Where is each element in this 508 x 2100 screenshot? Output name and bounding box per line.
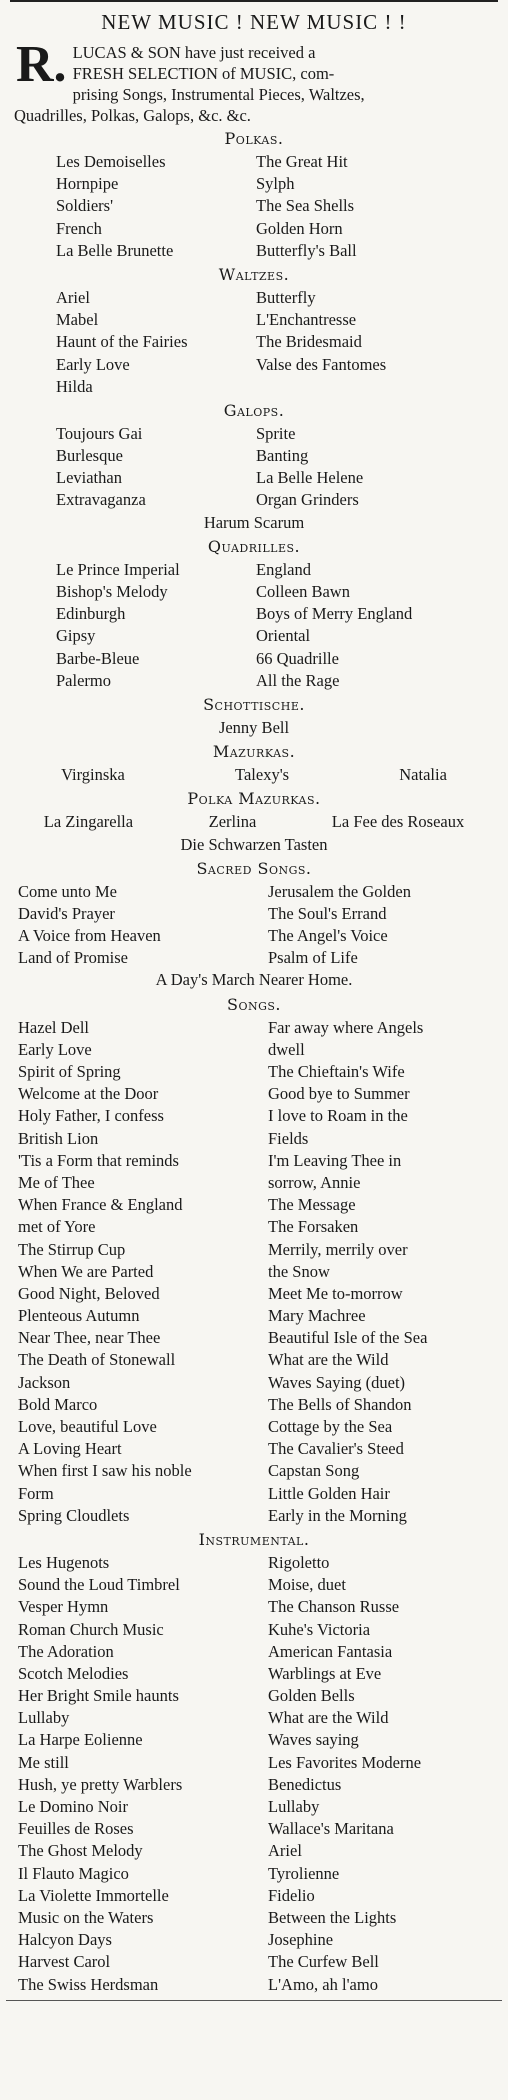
section-title: Schottische. bbox=[203, 694, 305, 714]
list-item: Me still bbox=[18, 1752, 69, 1772]
waltzes-list bbox=[6, 287, 502, 398]
list-row bbox=[6, 581, 502, 603]
list-row bbox=[6, 1929, 502, 1951]
list-item: Welcome at the Door bbox=[18, 1084, 159, 1104]
intro-line: prising Songs, Instrumental Pieces, Waltzes, bbox=[72, 85, 365, 104]
list-item: A Loving Heart bbox=[18, 1439, 122, 1459]
list-row bbox=[6, 1283, 502, 1305]
centered-item: Harum Scarum bbox=[203, 512, 305, 532]
list-item: When first I saw his noble bbox=[18, 1461, 192, 1481]
list-row bbox=[6, 1460, 502, 1482]
list-item: When France & England bbox=[18, 1195, 183, 1215]
list-item: Near Thee, near Thee bbox=[18, 1328, 161, 1348]
list-item: Palermo bbox=[56, 670, 111, 690]
list-item: Oriental bbox=[256, 626, 311, 646]
list-item: I'm Leaving Thee in bbox=[268, 1150, 402, 1170]
list-item: The Chanson Russe bbox=[268, 1597, 400, 1617]
list-row bbox=[6, 218, 502, 240]
list-item: sorrow, Annie bbox=[268, 1172, 361, 1192]
list-item: Form bbox=[18, 1483, 54, 1503]
polka_mazurkas-row bbox=[6, 811, 502, 833]
list-item: Holy Father, I confess bbox=[18, 1106, 164, 1126]
list-item: The Sea Shells bbox=[256, 196, 355, 216]
songs-list bbox=[6, 1017, 502, 1527]
list-item: Scotch Melodies bbox=[18, 1663, 129, 1683]
list-row bbox=[6, 1796, 502, 1818]
list-item: Love, beautiful Love bbox=[18, 1417, 157, 1436]
list-item: Il Flauto Magico bbox=[18, 1863, 129, 1883]
list-item: Sylph bbox=[256, 174, 295, 194]
list-item: Psalm of Life bbox=[268, 948, 358, 968]
list-item: Wallace's Maritana bbox=[268, 1819, 394, 1839]
list-row bbox=[6, 1305, 502, 1327]
section-title: Sacred Songs. bbox=[196, 858, 312, 878]
intro-line: Quadrilles, Polkas, Galops, &c. &c. bbox=[14, 106, 251, 125]
list-item: Vesper Hymn bbox=[18, 1597, 109, 1617]
list-item: When We are Parted bbox=[18, 1261, 154, 1281]
list-row bbox=[6, 1552, 502, 1574]
list-item: Spring Cloudlets bbox=[18, 1505, 130, 1525]
list-item: Lullaby bbox=[268, 1797, 320, 1816]
list-item: Roman Church Music bbox=[18, 1619, 164, 1639]
list-item: Far away where Angels bbox=[268, 1017, 424, 1037]
list-item: Ariel bbox=[56, 287, 90, 307]
list-row bbox=[6, 1619, 502, 1641]
list-row bbox=[6, 1017, 502, 1039]
list-item: Les Favorites Moderne bbox=[268, 1752, 422, 1772]
list-row bbox=[6, 925, 502, 947]
list-item: Me of Thee bbox=[18, 1172, 95, 1192]
list-item: Leviathan bbox=[56, 468, 122, 488]
list-row bbox=[6, 1105, 502, 1127]
list-item: Les Demoiselles bbox=[56, 152, 166, 171]
list-item: L'Enchantresse bbox=[256, 310, 357, 330]
list-row bbox=[6, 1416, 502, 1438]
list-item: Banting bbox=[256, 446, 309, 466]
list-item: The Adoration bbox=[18, 1641, 114, 1661]
list-item: American Fantasia bbox=[268, 1641, 393, 1661]
list-item: Moise, duet bbox=[268, 1575, 346, 1595]
list-row bbox=[6, 1505, 502, 1527]
polkas-list bbox=[6, 151, 502, 262]
list-item: La Fee des Roseaux bbox=[331, 812, 465, 832]
list-row bbox=[6, 173, 502, 195]
section-title: Mazurkas. bbox=[212, 742, 296, 762]
list-row bbox=[6, 1574, 502, 1596]
list-item: Josephine bbox=[268, 1930, 334, 1950]
drop-cap: R. bbox=[16, 36, 67, 93]
list-item: Her Bright Smile haunts bbox=[18, 1686, 179, 1706]
list-item: La Violette Immortelle bbox=[18, 1885, 169, 1905]
intro-line: LUCAS & SON have just received a bbox=[72, 43, 316, 62]
list-item: British Lion bbox=[18, 1128, 99, 1148]
list-item: Extravaganza bbox=[56, 490, 146, 510]
list-row bbox=[6, 1394, 502, 1416]
list-item: 66 Quadrille bbox=[256, 648, 339, 668]
list-item: Early in the Morning bbox=[268, 1505, 407, 1525]
list-item: Virginska bbox=[61, 765, 125, 785]
list-item: The Bells of Shandon bbox=[268, 1394, 412, 1414]
list-item: Golden Bells bbox=[268, 1686, 355, 1706]
list-row bbox=[6, 489, 502, 511]
list-item: All the Rage bbox=[256, 670, 340, 690]
list-row bbox=[6, 1685, 502, 1707]
list-item: The Stirrup Cup bbox=[18, 1239, 126, 1259]
list-item: Barbe-Bleue bbox=[56, 648, 140, 668]
list-item: I love to Roam in the bbox=[268, 1106, 408, 1126]
list-item: dwell bbox=[268, 1039, 305, 1059]
list-item: Butterfly's Ball bbox=[256, 240, 357, 260]
top-rule bbox=[10, 0, 498, 2]
list-item: Benedictus bbox=[268, 1774, 342, 1794]
list-item: Mary Machree bbox=[268, 1306, 366, 1326]
list-item: A Voice from Heaven bbox=[18, 926, 161, 946]
list-item: Natalia bbox=[399, 765, 447, 785]
list-row bbox=[6, 423, 502, 445]
list-item: The Angel's Voice bbox=[268, 926, 388, 946]
instrumental-list bbox=[6, 1552, 502, 1996]
list-item: Le Prince Imperial bbox=[56, 559, 180, 579]
list-item: Early Love bbox=[18, 1039, 92, 1059]
list-item: Capstan Song bbox=[268, 1461, 360, 1481]
list-item: Lullaby bbox=[18, 1708, 70, 1728]
list-item: Haunt of the Fairies bbox=[56, 332, 188, 352]
list-row bbox=[6, 1752, 502, 1774]
list-item: La Belle Helene bbox=[256, 468, 364, 488]
list-item: Ariel bbox=[268, 1841, 302, 1861]
list-item: Plenteous Autumn bbox=[18, 1306, 140, 1326]
list-item: Organ Grinders bbox=[256, 490, 359, 510]
list-item: Halcyon Days bbox=[18, 1930, 112, 1950]
list-item: Hilda bbox=[56, 376, 93, 396]
centered-item: Die Schwarzen Tasten bbox=[180, 834, 328, 854]
list-item: Good Night, Beloved bbox=[18, 1283, 160, 1303]
list-item: La Zingarella bbox=[43, 812, 134, 832]
list-item: French bbox=[56, 218, 102, 238]
list-item: Beautiful Isle of the Sea bbox=[268, 1328, 428, 1348]
list-item: The Cavalier's Steed bbox=[268, 1439, 404, 1459]
list-item: Land of Promise bbox=[18, 948, 128, 968]
list-item: Bold Marco bbox=[18, 1394, 98, 1414]
list-item: Valse des Fantomes bbox=[256, 354, 387, 374]
list-item: Little Golden Hair bbox=[268, 1483, 390, 1503]
list-row bbox=[6, 1663, 502, 1685]
list-item: Talexy's bbox=[235, 765, 290, 785]
list-row bbox=[6, 1438, 502, 1460]
list-item: Spirit of Spring bbox=[18, 1062, 121, 1081]
list-row bbox=[6, 670, 502, 692]
list-item: Sprite bbox=[256, 423, 296, 443]
list-item: L'Amo, ah l'amo bbox=[268, 1974, 378, 1994]
list-item: Edinburgh bbox=[56, 604, 126, 624]
list-item bbox=[256, 376, 502, 398]
list-item: Boys of Merry England bbox=[256, 604, 413, 624]
list-item: Sound the Loud Timbrel bbox=[18, 1575, 180, 1595]
list-item: Hazel Dell bbox=[18, 1017, 90, 1037]
list-row bbox=[6, 1372, 502, 1394]
bottom-rule bbox=[6, 2000, 502, 2001]
list-item: Rigoletto bbox=[268, 1552, 330, 1572]
list-row bbox=[6, 1840, 502, 1862]
list-item: Meet Me to-morrow bbox=[268, 1283, 403, 1303]
list-row bbox=[6, 467, 502, 489]
list-item: Colleen Bawn bbox=[256, 582, 350, 601]
section-title: Instrumental. bbox=[198, 1529, 310, 1549]
intro-paragraph bbox=[6, 36, 502, 126]
list-item: Hush, ye pretty Warblers bbox=[18, 1774, 183, 1794]
list-item: The Forsaken bbox=[268, 1217, 359, 1237]
list-item: Fields bbox=[268, 1128, 309, 1148]
list-item: Jerusalem the Golden bbox=[268, 881, 411, 901]
list-row bbox=[6, 1061, 502, 1083]
list-item: Jackson bbox=[18, 1372, 71, 1392]
list-item: Gipsy bbox=[56, 626, 96, 646]
list-item: Music on the Waters bbox=[18, 1907, 154, 1927]
list-item: David's Prayer bbox=[18, 903, 115, 923]
list-row bbox=[6, 1172, 502, 1194]
list-item: Toujours Gai bbox=[56, 423, 143, 443]
list-item: La Harpe Eolienne bbox=[18, 1730, 143, 1750]
list-row bbox=[6, 1039, 502, 1061]
section-title: Polkas. bbox=[224, 129, 284, 148]
list-item: What are the Wild bbox=[268, 1350, 389, 1370]
list-item: The Soul's Errand bbox=[268, 903, 387, 923]
list-item: The Death of Stonewall bbox=[18, 1350, 176, 1370]
list-row bbox=[6, 648, 502, 670]
list-row bbox=[6, 331, 502, 353]
centered-item: Jenny Bell bbox=[218, 717, 290, 737]
list-row bbox=[6, 903, 502, 925]
list-item: The Swiss Herdsman bbox=[18, 1974, 159, 1994]
list-item: met of Yore bbox=[18, 1217, 96, 1237]
intro-line: FRESH SELECTION of MUSIC, com- bbox=[72, 64, 335, 83]
list-row bbox=[6, 240, 502, 262]
section-title: Polka Mazurkas. bbox=[187, 789, 321, 809]
section-title: Galops. bbox=[223, 400, 285, 420]
list-item: What are the Wild bbox=[268, 1708, 389, 1728]
list-row bbox=[6, 309, 502, 331]
mazurkas-row bbox=[6, 764, 502, 786]
list-item: Waves Saying (duet) bbox=[268, 1372, 406, 1392]
list-row bbox=[6, 603, 502, 625]
list-row bbox=[6, 1863, 502, 1885]
list-item: Cottage by the Sea bbox=[268, 1417, 393, 1436]
list-row bbox=[6, 1194, 502, 1216]
section-title: Waltzes. bbox=[218, 264, 290, 284]
list-row bbox=[6, 376, 502, 398]
list-item: The Curfew Bell bbox=[268, 1952, 379, 1972]
list-item: Golden Horn bbox=[256, 218, 343, 238]
list-row bbox=[6, 195, 502, 217]
list-row bbox=[6, 445, 502, 467]
list-item: Fidelio bbox=[268, 1885, 315, 1905]
list-item: Butterfly bbox=[256, 287, 316, 307]
sacred-list bbox=[6, 881, 502, 970]
list-row bbox=[6, 1239, 502, 1261]
list-row bbox=[6, 1128, 502, 1150]
section-title: Quadrilles. bbox=[207, 536, 301, 556]
list-item: Bishop's Melody bbox=[56, 582, 168, 601]
list-row bbox=[6, 1083, 502, 1105]
centered-item: A Day's March Nearer Home. bbox=[155, 970, 353, 990]
list-row bbox=[6, 1483, 502, 1505]
list-row bbox=[6, 1216, 502, 1238]
list-item: Feuilles de Roses bbox=[18, 1819, 134, 1839]
list-item: Hornpipe bbox=[56, 174, 119, 194]
list-row bbox=[6, 1327, 502, 1349]
list-row bbox=[6, 1729, 502, 1751]
list-row bbox=[6, 1150, 502, 1172]
list-item: Le Domino Noir bbox=[18, 1797, 128, 1816]
list-row bbox=[6, 1349, 502, 1371]
list-row bbox=[6, 1907, 502, 1929]
list-item: Kuhe's Victoria bbox=[268, 1619, 371, 1639]
list-row bbox=[6, 354, 502, 376]
list-item: The Great Hit bbox=[256, 152, 348, 171]
list-item: the Snow bbox=[268, 1261, 330, 1281]
list-row bbox=[6, 947, 502, 969]
list-item: Come unto Me bbox=[18, 881, 117, 901]
list-item: Soldiers' bbox=[56, 196, 114, 216]
list-row bbox=[6, 881, 502, 903]
list-item: Les Hugenots bbox=[18, 1552, 110, 1572]
list-item: Merrily, merrily over bbox=[268, 1239, 408, 1259]
list-item: Zerlina bbox=[208, 812, 257, 832]
list-row bbox=[6, 1707, 502, 1729]
list-item: Between the Lights bbox=[268, 1907, 397, 1927]
list-item: Waves saying bbox=[268, 1730, 359, 1750]
section-title: Songs. bbox=[226, 994, 281, 1014]
list-row bbox=[6, 1774, 502, 1796]
list-item: The Ghost Melody bbox=[18, 1841, 143, 1861]
list-item: England bbox=[256, 559, 311, 579]
list-item: Burlesque bbox=[56, 446, 123, 466]
list-row bbox=[6, 1596, 502, 1618]
list-row bbox=[6, 151, 502, 173]
galops-list bbox=[6, 423, 502, 512]
list-row bbox=[6, 287, 502, 309]
list-item: Early Love bbox=[56, 354, 130, 374]
list-item: The Message bbox=[268, 1195, 356, 1215]
list-item: Mabel bbox=[56, 310, 99, 330]
list-item: Good bye to Summer bbox=[268, 1084, 410, 1104]
list-item: La Belle Brunette bbox=[56, 240, 174, 260]
list-row bbox=[6, 625, 502, 647]
list-row bbox=[6, 1974, 502, 1996]
headline: NEW MUSIC ! NEW MUSIC ! ! bbox=[101, 10, 407, 34]
list-row bbox=[6, 1885, 502, 1907]
list-row bbox=[6, 1951, 502, 1973]
list-item: Harvest Carol bbox=[18, 1952, 111, 1972]
list-row bbox=[6, 559, 502, 581]
list-row bbox=[6, 1641, 502, 1663]
list-item: The Chieftain's Wife bbox=[268, 1062, 405, 1081]
list-item: Tyrolienne bbox=[268, 1863, 340, 1883]
list-row bbox=[6, 1818, 502, 1840]
list-item: Warblings at Eve bbox=[268, 1663, 382, 1683]
quadrilles-list bbox=[6, 559, 502, 692]
list-row bbox=[6, 1261, 502, 1283]
list-item: The Bridesmaid bbox=[256, 332, 362, 352]
list-item: 'Tis a Form that reminds bbox=[18, 1150, 179, 1170]
